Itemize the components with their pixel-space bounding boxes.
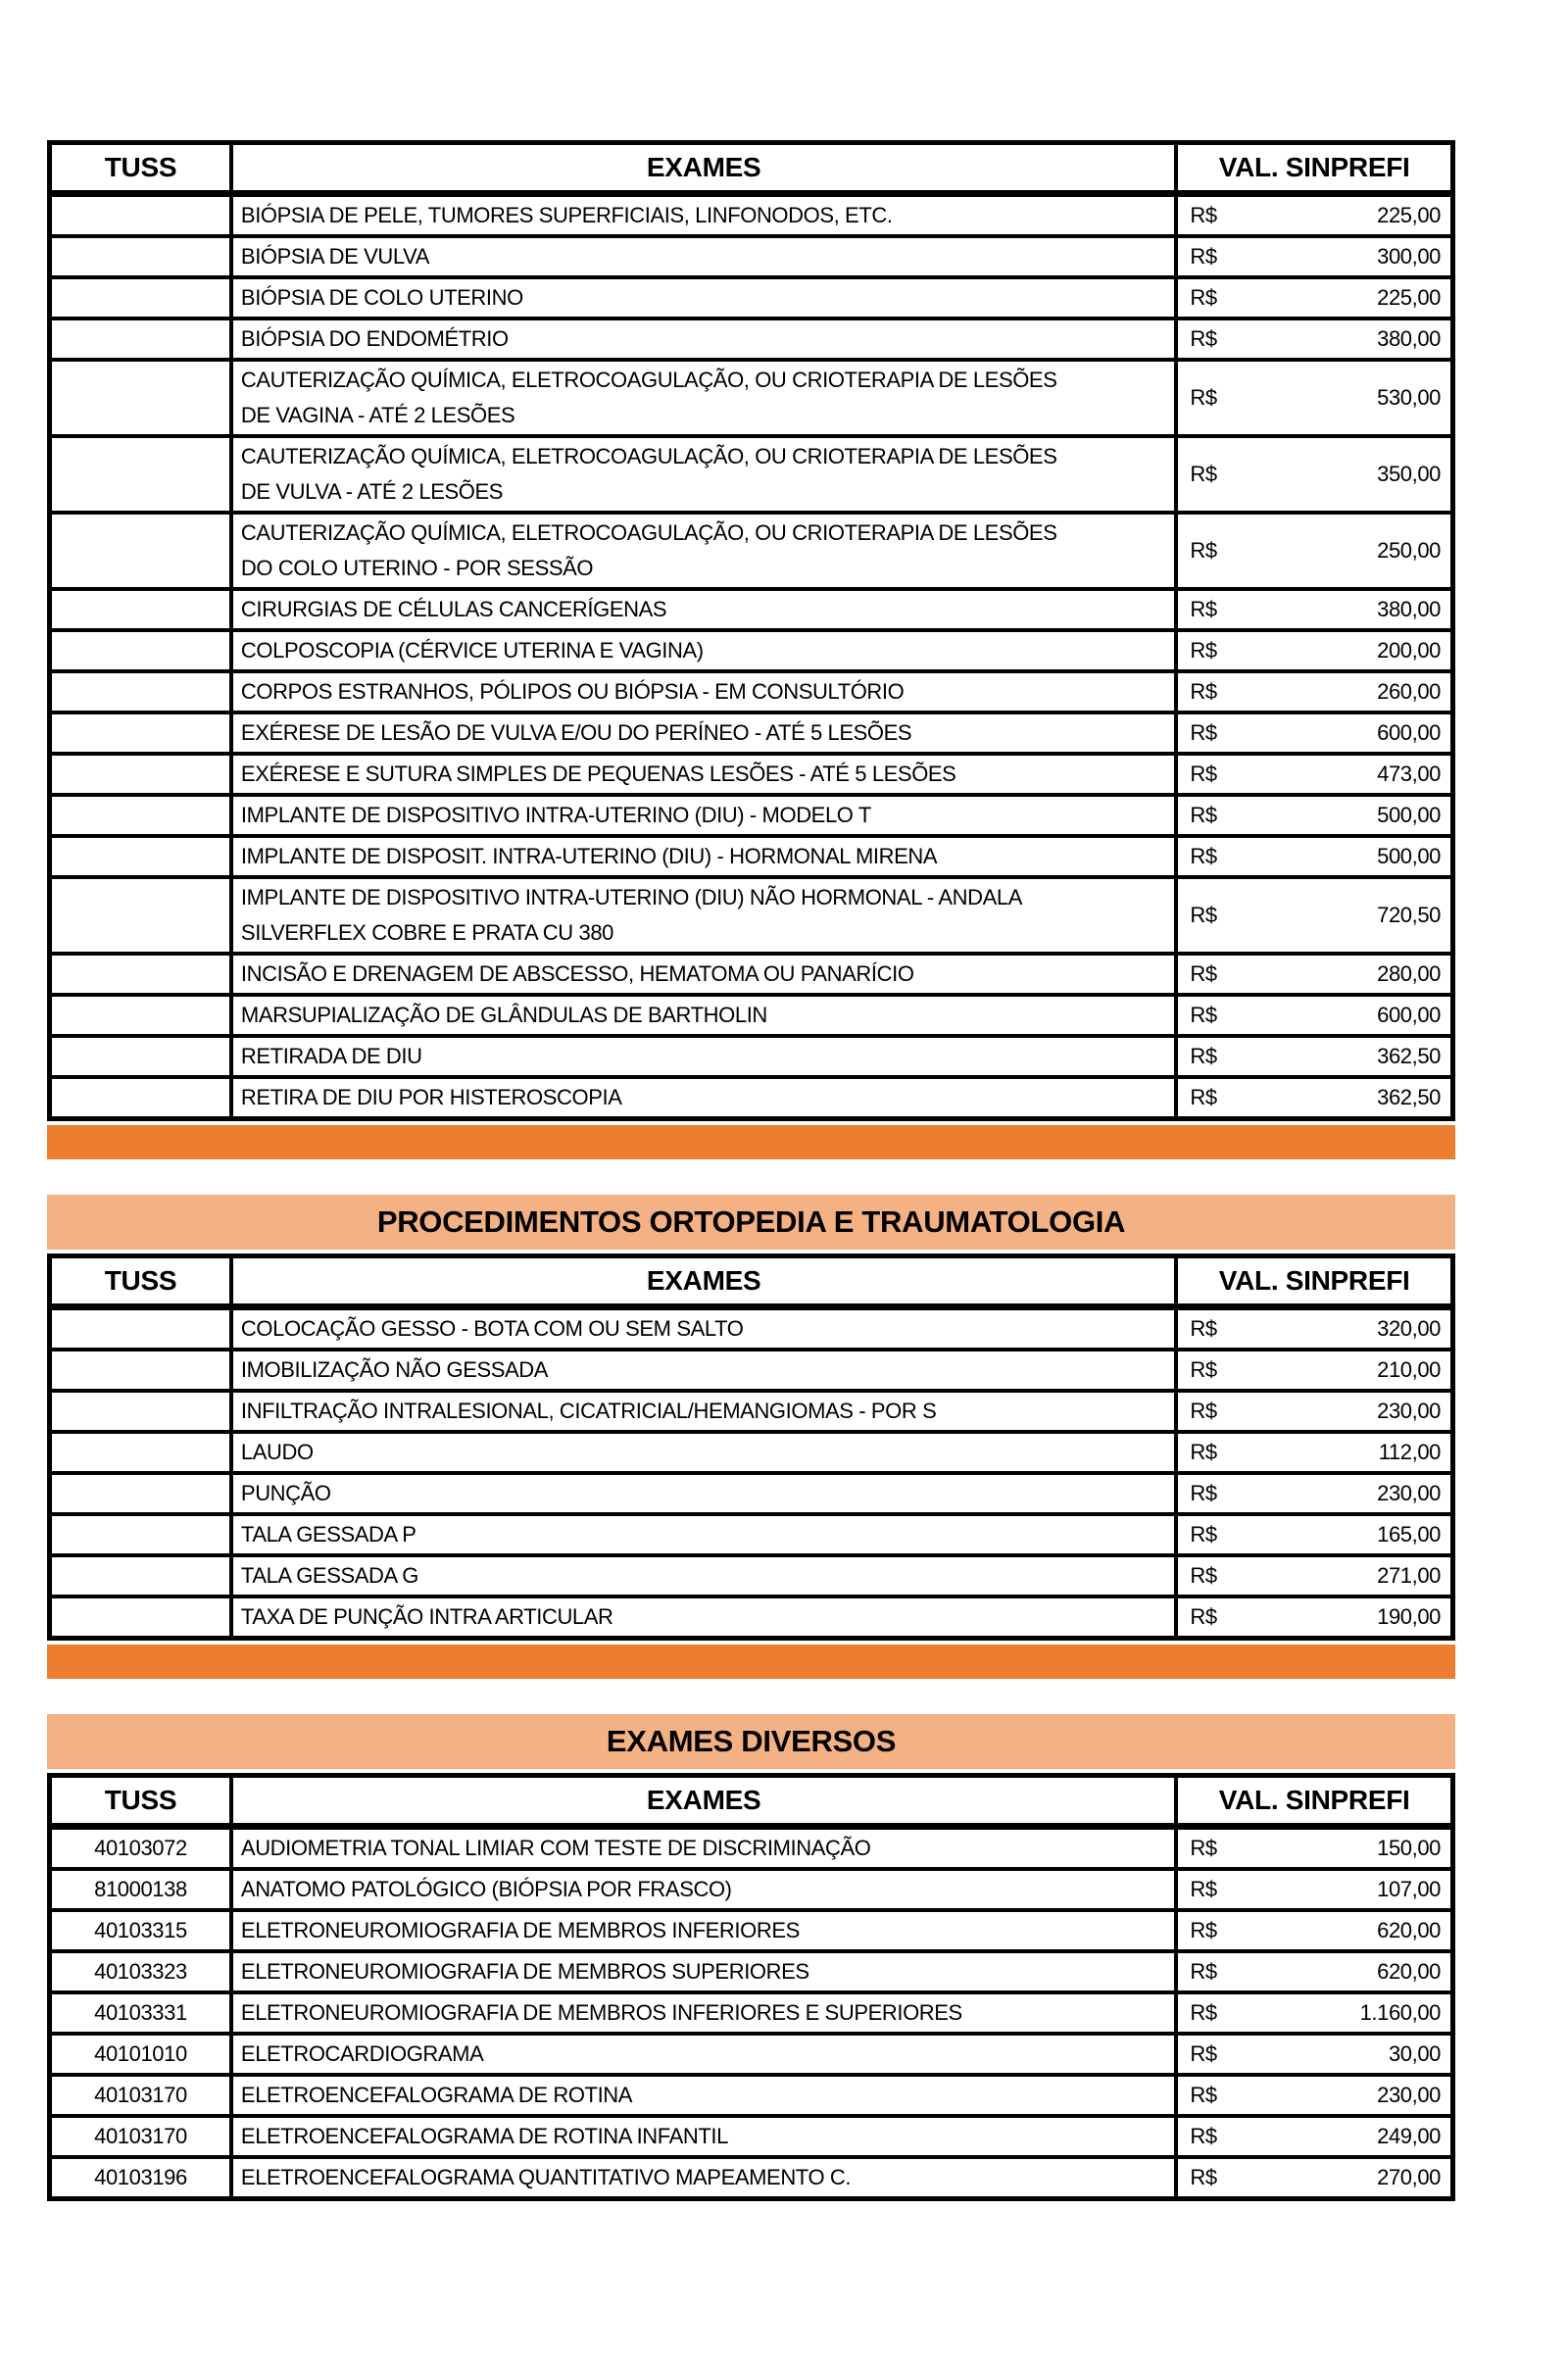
valor-cell (1176, 2157, 1452, 2199)
amount-value: 362,50 (1377, 1085, 1441, 1109)
valor-cell (1176, 1077, 1452, 1119)
exame-name-cell: CAUTERIZAÇÃO QUÍMICA, ELETROCOAGULAÇÃO, OU CRIOTERAPIA DE LESÕES DO COLO UTERINO - POR SESSÃO (231, 513, 1176, 589)
currency-symbol: R$ (1190, 1563, 1217, 1588)
exame-name-cell: RETIRADA DE DIU (231, 1036, 1176, 1077)
tuss-code-cell (50, 1432, 231, 1473)
valor-wrap (1190, 1604, 1441, 1630)
exame-name-cell: CAUTERIZAÇÃO QUÍMICA, ELETROCOAGULAÇÃO, OU CRIOTERAPIA DE LESÕES DE VAGINA - ATÉ 2 LESÕES (231, 360, 1176, 436)
table-row (50, 2075, 1453, 2116)
table-row (50, 1307, 1453, 1351)
exame-name-cell: BIÓPSIA DE VULVA (231, 236, 1176, 277)
tuss-code-cell (50, 319, 231, 360)
currency-symbol: R$ (1190, 1316, 1217, 1341)
amount-value: 1.160,00 (1359, 2000, 1441, 2025)
exame-name-cell: ELETROENCEFALOGRAMA QUANTITATIVO MAPEAMENTO C. (231, 2157, 1176, 2199)
currency-symbol: R$ (1190, 1085, 1217, 1109)
column-header-valor: VAL. SINPREFI (1176, 1776, 1452, 1827)
tuss-code-cell: 40101010 (50, 2034, 231, 2075)
exame-name-cell: LAUDO (231, 1432, 1176, 1473)
currency-symbol: R$ (1190, 462, 1217, 486)
valor-wrap (1190, 1316, 1441, 1342)
valor-wrap (1190, 1085, 1441, 1110)
valor-wrap (1190, 1044, 1441, 1069)
tuss-code-cell (50, 712, 231, 754)
tuss-code-cell (50, 360, 231, 436)
amount-value: 250,00 (1377, 538, 1441, 563)
currency-symbol: R$ (1190, 638, 1217, 663)
table-1-body (50, 194, 1453, 1119)
procedures-table-2 (47, 1253, 1455, 1641)
amount-value: 720,50 (1377, 903, 1441, 927)
table-row (50, 1555, 1453, 1597)
table-row (50, 1473, 1453, 1514)
exame-name-cell: ELETRONEUROMIOGRAFIA DE MEMBROS SUPERIORES (231, 1951, 1176, 1992)
table-row (50, 995, 1453, 1036)
currency-symbol: R$ (1190, 1399, 1217, 1423)
currency-symbol: R$ (1190, 1836, 1217, 1860)
valor-wrap (1190, 803, 1441, 828)
currency-symbol: R$ (1190, 2083, 1217, 2107)
valor-cell (1176, 754, 1452, 795)
exame-name-cell: IMPLANTE DE DISPOSITIVO INTRA-UTERINO (DIU) - MODELO T (231, 795, 1176, 836)
exame-name-cell: ELETRONEUROMIOGRAFIA DE MEMBROS INFERIORES (231, 1910, 1176, 1951)
table-row (50, 630, 1453, 671)
tuss-code-cell (50, 1350, 231, 1391)
header-row (50, 1256, 1453, 1307)
tuss-code-cell (50, 1307, 231, 1351)
valor-cell (1176, 1432, 1452, 1473)
tuss-code-cell (50, 1391, 231, 1432)
valor-wrap (1190, 285, 1441, 311)
valor-wrap (1190, 597, 1441, 622)
amount-value: 225,00 (1377, 203, 1441, 227)
valor-wrap (1190, 761, 1441, 787)
amount-value: 320,00 (1377, 1316, 1441, 1341)
amount-value: 473,00 (1377, 761, 1441, 786)
exame-name-cell: CIRURGIAS DE CÉLULAS CANCERÍGENAS (231, 589, 1176, 630)
valor-cell (1176, 277, 1452, 319)
amount-value: 30,00 (1388, 2041, 1441, 2066)
tuss-code-cell (50, 877, 231, 954)
table-row (50, 277, 1453, 319)
currency-symbol: R$ (1190, 679, 1217, 704)
table-row (50, 1036, 1453, 1077)
amount-value: 300,00 (1377, 244, 1441, 269)
amount-value: 620,00 (1377, 1918, 1441, 1942)
table-row (50, 1350, 1453, 1391)
valor-wrap (1190, 2000, 1441, 2026)
amount-value: 107,00 (1377, 1877, 1441, 1901)
exame-name-cell: CORPOS ESTRANHOS, PÓLIPOS OU BIÓPSIA - EM CONSULTÓRIO (231, 671, 1176, 712)
valor-cell (1176, 1827, 1452, 1870)
tuss-code-cell (50, 194, 231, 237)
valor-cell (1176, 589, 1452, 630)
exame-name-cell: TALA GESSADA G (231, 1555, 1176, 1597)
valor-wrap (1190, 903, 1441, 928)
currency-symbol: R$ (1190, 203, 1217, 227)
table-3-header (50, 1776, 1453, 1827)
procedures-table-1 (47, 140, 1455, 1121)
tuss-code-cell: 40103072 (50, 1827, 231, 1870)
currency-symbol: R$ (1190, 1481, 1217, 1505)
table-row (50, 2116, 1453, 2157)
amount-value: 271,00 (1377, 1563, 1441, 1588)
tuss-code-cell: 40103196 (50, 2157, 231, 2199)
currency-symbol: R$ (1190, 326, 1217, 351)
amount-value: 530,00 (1377, 385, 1441, 410)
tuss-code-cell (50, 754, 231, 795)
amount-value: 362,50 (1377, 1044, 1441, 1068)
currency-symbol: R$ (1190, 720, 1217, 745)
exame-name-cell: IMPLANTE DE DISPOSITIVO INTRA-UTERINO (DIU) NÃO HORMONAL - ANDALA SILVERFLEX COBRE E PRATA CU 380 (231, 877, 1176, 954)
section-title-exames-diversos: EXAMES DIVERSOS (47, 1714, 1455, 1769)
valor-wrap (1190, 844, 1441, 869)
valor-wrap (1190, 538, 1441, 564)
valor-cell (1176, 795, 1452, 836)
currency-symbol: R$ (1190, 761, 1217, 786)
valor-cell (1176, 1555, 1452, 1597)
amount-value: 600,00 (1377, 720, 1441, 745)
valor-cell (1176, 1869, 1452, 1910)
column-header-valor: VAL. SINPREFI (1176, 143, 1452, 194)
amount-value: 270,00 (1377, 2165, 1441, 2189)
valor-cell (1176, 194, 1452, 237)
section-divider-bar (47, 1125, 1455, 1159)
amount-value: 600,00 (1377, 1003, 1441, 1027)
tuss-code-cell: 40103315 (50, 1910, 231, 1951)
tuss-code-cell (50, 795, 231, 836)
column-header-exames: EXAMES (231, 1256, 1176, 1307)
tuss-code-cell (50, 954, 231, 995)
amount-value: 260,00 (1377, 679, 1441, 704)
currency-symbol: R$ (1190, 385, 1217, 410)
valor-cell (1176, 513, 1452, 589)
valor-cell (1176, 1514, 1452, 1555)
column-header-tuss: TUSS (50, 1256, 231, 1307)
exame-name-cell: BIÓPSIA DE COLO UTERINO (231, 277, 1176, 319)
exame-name-cell: ELETROCARDIOGRAMA (231, 2034, 1176, 2075)
currency-symbol: R$ (1190, 538, 1217, 563)
valor-wrap (1190, 1003, 1441, 1028)
valor-cell (1176, 1391, 1452, 1432)
tuss-code-cell (50, 1514, 231, 1555)
currency-symbol: R$ (1190, 597, 1217, 621)
currency-symbol: R$ (1190, 903, 1217, 927)
valor-cell (1176, 1350, 1452, 1391)
table-row (50, 795, 1453, 836)
table-2-header (50, 1256, 1453, 1307)
valor-cell (1176, 436, 1452, 513)
valor-cell (1176, 1036, 1452, 1077)
column-header-tuss: TUSS (50, 1776, 231, 1827)
valor-cell (1176, 954, 1452, 995)
table-row (50, 2157, 1453, 2199)
valor-cell (1176, 1597, 1452, 1639)
table-row (50, 2034, 1453, 2075)
valor-wrap (1190, 720, 1441, 746)
section-title-ortopedia: PROCEDIMENTOS ORTOPEDIA E TRAUMATOLOGIA (47, 1195, 1455, 1250)
table-row (50, 236, 1453, 277)
table-row (50, 436, 1453, 513)
table-row (50, 1992, 1453, 2034)
amount-value: 190,00 (1377, 1604, 1441, 1629)
tuss-code-cell (50, 1036, 231, 1077)
exame-name-cell: RETIRA DE DIU POR HISTEROSCOPIA (231, 1077, 1176, 1119)
amount-value: 225,00 (1377, 285, 1441, 310)
valor-wrap (1190, 1399, 1441, 1424)
valor-wrap (1190, 1563, 1441, 1589)
tuss-code-cell (50, 1555, 231, 1597)
valor-cell (1176, 236, 1452, 277)
table-row (50, 194, 1453, 237)
tuss-code-cell: 40103170 (50, 2116, 231, 2157)
tuss-code-cell (50, 236, 231, 277)
valor-wrap (1190, 1836, 1441, 1861)
amount-value: 200,00 (1377, 638, 1441, 663)
valor-cell (1176, 1992, 1452, 2034)
valor-wrap (1190, 961, 1441, 987)
table-row (50, 1869, 1453, 1910)
valor-wrap (1190, 2124, 1441, 2149)
valor-cell (1176, 1307, 1452, 1351)
valor-cell (1176, 2034, 1452, 2075)
tuss-code-cell: 81000138 (50, 1869, 231, 1910)
valor-cell (1176, 995, 1452, 1036)
table-row (50, 1910, 1453, 1951)
amount-value: 350,00 (1377, 462, 1441, 486)
currency-symbol: R$ (1190, 285, 1217, 310)
currency-symbol: R$ (1190, 1003, 1217, 1027)
column-header-exames: EXAMES (231, 143, 1176, 194)
amount-value: 230,00 (1377, 1399, 1441, 1423)
amount-value: 230,00 (1377, 1481, 1441, 1505)
tuss-code-cell (50, 671, 231, 712)
valor-wrap (1190, 1522, 1441, 1547)
table-2-body (50, 1307, 1453, 1639)
table-row (50, 589, 1453, 630)
valor-wrap (1190, 679, 1441, 705)
exame-name-cell: TALA GESSADA P (231, 1514, 1176, 1555)
valor-cell (1176, 319, 1452, 360)
currency-symbol: R$ (1190, 803, 1217, 827)
exame-name-cell: ANATOMO PATOLÓGICO (BIÓPSIA POR FRASCO) (231, 1869, 1176, 1910)
valor-wrap (1190, 1481, 1441, 1506)
header-row (50, 143, 1453, 194)
table-row (50, 1951, 1453, 1992)
tuss-code-cell (50, 995, 231, 1036)
table-row (50, 1432, 1453, 1473)
amount-value: 280,00 (1377, 961, 1441, 986)
amount-value: 150,00 (1377, 1836, 1441, 1860)
currency-symbol: R$ (1190, 961, 1217, 986)
column-header-exames: EXAMES (231, 1776, 1176, 1827)
valor-cell (1176, 360, 1452, 436)
currency-symbol: R$ (1190, 1959, 1217, 1984)
amount-value: 380,00 (1377, 597, 1441, 621)
tuss-code-cell: 40103331 (50, 1992, 231, 2034)
tuss-code-cell: 40103323 (50, 1951, 231, 1992)
exame-name-cell: MARSUPIALIZAÇÃO DE GLÂNDULAS DE BARTHOLIN (231, 995, 1176, 1036)
tuss-code-cell (50, 436, 231, 513)
exame-name-cell: AUDIOMETRIA TONAL LIMIAR COM TESTE DE DISCRIMINAÇÃO (231, 1827, 1176, 1870)
procedures-table-3 (47, 1773, 1455, 2201)
valor-cell (1176, 1473, 1452, 1514)
currency-symbol: R$ (1190, 1044, 1217, 1068)
currency-symbol: R$ (1190, 1357, 1217, 1382)
valor-wrap (1190, 1440, 1441, 1465)
tuss-code-cell (50, 1077, 231, 1119)
currency-symbol: R$ (1190, 2000, 1217, 2025)
table-row (50, 360, 1453, 436)
valor-wrap (1190, 1877, 1441, 1902)
table-row (50, 712, 1453, 754)
exame-name-cell: BIÓPSIA DO ENDOMÉTRIO (231, 319, 1176, 360)
table-row (50, 671, 1453, 712)
amount-value: 620,00 (1377, 1959, 1441, 1984)
currency-symbol: R$ (1190, 1877, 1217, 1901)
valor-cell (1176, 877, 1452, 954)
currency-symbol: R$ (1190, 1918, 1217, 1942)
amount-value: 500,00 (1377, 844, 1441, 868)
exame-name-cell: ELETROENCEFALOGRAMA DE ROTINA (231, 2075, 1176, 2116)
table-row (50, 1827, 1453, 1870)
valor-wrap (1190, 2083, 1441, 2108)
valor-wrap (1190, 1357, 1441, 1383)
table-row (50, 954, 1453, 995)
currency-symbol: R$ (1190, 1604, 1217, 1629)
amount-value: 500,00 (1377, 803, 1441, 827)
tuss-code-cell (50, 1473, 231, 1514)
table-row (50, 319, 1453, 360)
valor-wrap (1190, 1918, 1441, 1943)
amount-value: 249,00 (1377, 2124, 1441, 2148)
tuss-code-cell (50, 630, 231, 671)
exame-name-cell: IMOBILIZAÇÃO NÃO GESSADA (231, 1350, 1176, 1391)
valor-cell (1176, 1910, 1452, 1951)
tuss-code-cell (50, 277, 231, 319)
table-row (50, 1391, 1453, 1432)
currency-symbol: R$ (1190, 1522, 1217, 1547)
currency-symbol: R$ (1190, 2124, 1217, 2148)
valor-cell (1176, 630, 1452, 671)
amount-value: 210,00 (1377, 1357, 1441, 1382)
amount-value: 230,00 (1377, 2083, 1441, 2107)
valor-cell (1176, 1951, 1452, 1992)
valor-cell (1176, 836, 1452, 877)
valor-wrap (1190, 203, 1441, 228)
exame-name-cell: PUNÇÃO (231, 1473, 1176, 1514)
table-row (50, 1077, 1453, 1119)
valor-wrap (1190, 1959, 1441, 1985)
valor-cell (1176, 671, 1452, 712)
exame-name-cell: CAUTERIZAÇÃO QUÍMICA, ELETROCOAGULAÇÃO, OU CRIOTERAPIA DE LESÕES DE VULVA - ATÉ 2 LESÕES (231, 436, 1176, 513)
price-list-document (47, 140, 1455, 2201)
header-row (50, 1776, 1453, 1827)
column-header-valor: VAL. SINPREFI (1176, 1256, 1452, 1307)
exame-name-cell: TAXA DE PUNÇÃO INTRA ARTICULAR (231, 1597, 1176, 1639)
amount-value: 112,00 (1378, 1440, 1441, 1464)
exame-name-cell: IMPLANTE DE DISPOSIT. INTRA-UTERINO (DIU) - HORMONAL MIRENA (231, 836, 1176, 877)
exame-name-cell: ELETRONEUROMIOGRAFIA DE MEMBROS INFERIORES E SUPERIORES (231, 1992, 1176, 2034)
amount-value: 165,00 (1377, 1522, 1441, 1547)
valor-wrap (1190, 385, 1441, 411)
exame-name-cell: BIÓPSIA DE PELE, TUMORES SUPERFICIAIS, LINFONODOS, ETC. (231, 194, 1176, 237)
tuss-code-cell (50, 513, 231, 589)
valor-wrap (1190, 326, 1441, 352)
tuss-code-cell: 40103170 (50, 2075, 231, 2116)
valor-cell (1176, 2116, 1452, 2157)
exame-name-cell: COLPOSCOPIA (CÉRVICE UTERINA E VAGINA) (231, 630, 1176, 671)
table-row (50, 1514, 1453, 1555)
exame-name-cell: INCISÃO E DRENAGEM DE ABSCESSO, HEMATOMA OU PANARÍCIO (231, 954, 1176, 995)
tuss-code-cell (50, 836, 231, 877)
table-row (50, 513, 1453, 589)
valor-wrap (1190, 638, 1441, 663)
currency-symbol: R$ (1190, 1440, 1217, 1464)
valor-wrap (1190, 2041, 1441, 2067)
table-row (50, 877, 1453, 954)
currency-symbol: R$ (1190, 244, 1217, 269)
currency-symbol: R$ (1190, 2165, 1217, 2189)
tuss-code-cell (50, 589, 231, 630)
exame-name-cell: EXÉRESE DE LESÃO DE VULVA E/OU DO PERÍNEO - ATÉ 5 LESÕES (231, 712, 1176, 754)
table-1-header (50, 143, 1453, 194)
valor-cell (1176, 712, 1452, 754)
currency-symbol: R$ (1190, 844, 1217, 868)
table-row (50, 836, 1453, 877)
amount-value: 380,00 (1377, 326, 1441, 351)
section-divider-bar (47, 1645, 1455, 1679)
valor-wrap (1190, 2165, 1441, 2190)
exame-name-cell: ELETROENCEFALOGRAMA DE ROTINA INFANTIL (231, 2116, 1176, 2157)
column-header-tuss: TUSS (50, 143, 231, 194)
tuss-code-cell (50, 1597, 231, 1639)
table-row (50, 754, 1453, 795)
table-row (50, 1597, 1453, 1639)
currency-symbol: R$ (1190, 2041, 1217, 2066)
valor-cell (1176, 2075, 1452, 2116)
table-3-body (50, 1827, 1453, 2199)
exame-name-cell: EXÉRESE E SUTURA SIMPLES DE PEQUENAS LESÕES - ATÉ 5 LESÕES (231, 754, 1176, 795)
exame-name-cell: COLOCAÇÃO GESSO - BOTA COM OU SEM SALTO (231, 1307, 1176, 1351)
valor-wrap (1190, 462, 1441, 487)
exame-name-cell: INFILTRAÇÃO INTRALESIONAL, CICATRICIAL/HEMANGIOMAS - POR S (231, 1391, 1176, 1432)
valor-wrap (1190, 244, 1441, 270)
